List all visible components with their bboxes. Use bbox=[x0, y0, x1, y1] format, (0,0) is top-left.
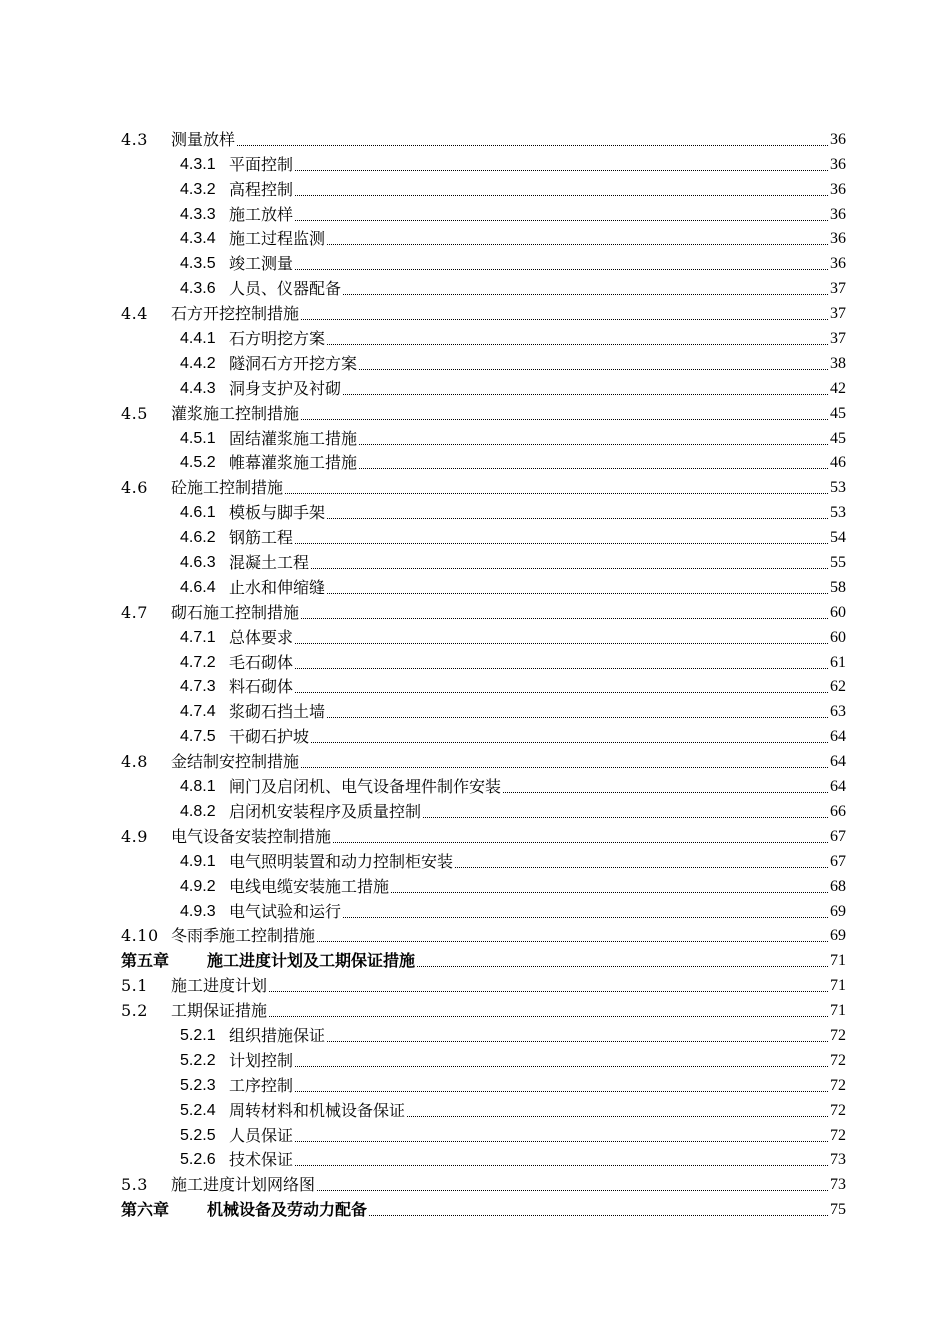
toc-entry-number: 4.8.1 bbox=[180, 778, 216, 796]
toc-entry-number: 5.3 bbox=[121, 1175, 148, 1195]
toc-entry-page-number: 64 bbox=[830, 778, 846, 796]
dot-leader bbox=[343, 293, 828, 295]
toc-entry-number: 4.3.6 bbox=[180, 280, 216, 298]
toc-entry-title: 电气照明装置和动力控制柜安装 bbox=[229, 851, 454, 871]
toc-entry-number: 4.4.3 bbox=[180, 379, 216, 397]
toc-entry-page-number: 63 bbox=[830, 703, 846, 721]
toc-entry[interactable] bbox=[121, 697, 846, 722]
toc-entry-page-number: 55 bbox=[830, 554, 846, 572]
toc-entry-number: 4.7.3 bbox=[180, 678, 216, 696]
toc-entry-title: 固结灌浆施工措施 bbox=[229, 428, 358, 448]
toc-entry-page-number: 66 bbox=[830, 802, 846, 820]
toc-entry[interactable] bbox=[121, 847, 846, 872]
toc-entry-title: 料石砌体 bbox=[229, 677, 294, 697]
toc-entry[interactable] bbox=[121, 1146, 846, 1171]
toc-entry-title: 工期保证措施 bbox=[171, 1001, 268, 1021]
toc-entry-title: 混凝土工程 bbox=[229, 553, 310, 573]
dot-leader bbox=[311, 567, 828, 569]
toc-entry-title: 施工进度计划及工期保证措施 bbox=[207, 951, 416, 971]
toc-entry-number: 4.6.1 bbox=[180, 504, 216, 522]
toc-entry-number: 第五章 bbox=[121, 951, 170, 971]
toc-chapter-entry[interactable] bbox=[121, 1195, 846, 1220]
toc-entry[interactable] bbox=[121, 150, 846, 175]
toc-entry-title: 砼施工控制措施 bbox=[171, 478, 284, 498]
toc-entry-number: 4.3.2 bbox=[180, 180, 216, 198]
toc-entry-number: 第六章 bbox=[121, 1200, 170, 1220]
dot-leader bbox=[311, 741, 828, 743]
dot-leader bbox=[295, 1090, 828, 1092]
toc-entry-title: 机械设备及劳动力配备 bbox=[207, 1200, 368, 1220]
dot-leader bbox=[295, 542, 828, 544]
toc-entry-page-number: 72 bbox=[830, 1076, 846, 1094]
toc-entry-title: 人员保证 bbox=[229, 1125, 294, 1145]
toc-entry-number: 4.6.4 bbox=[180, 578, 216, 596]
toc-entry[interactable] bbox=[121, 747, 846, 772]
toc-entry-page-number: 72 bbox=[830, 1101, 846, 1119]
dot-leader bbox=[295, 169, 828, 171]
toc-entry-page-number: 36 bbox=[830, 130, 846, 148]
toc-entry-title: 帷幕灌浆施工措施 bbox=[229, 453, 358, 473]
toc-entry-page-number: 75 bbox=[830, 1201, 846, 1219]
toc-entry[interactable] bbox=[121, 175, 846, 200]
dot-leader bbox=[343, 393, 828, 395]
dot-leader bbox=[327, 1040, 828, 1042]
dot-leader bbox=[503, 791, 828, 793]
dot-leader bbox=[295, 268, 828, 270]
dot-leader bbox=[295, 1065, 828, 1067]
toc-entry-number: 4.6 bbox=[121, 478, 148, 498]
toc-entry-title: 冬雨季施工控制措施 bbox=[171, 926, 316, 946]
dot-leader bbox=[359, 368, 828, 370]
toc-entry[interactable] bbox=[121, 897, 846, 922]
toc-entry-number: 5.2.6 bbox=[180, 1151, 216, 1169]
toc-entry-number: 5.1 bbox=[121, 976, 148, 996]
toc-entry[interactable] bbox=[121, 648, 846, 673]
dot-leader bbox=[269, 990, 828, 992]
dot-leader bbox=[417, 965, 828, 967]
toc-entry-page-number: 37 bbox=[830, 280, 846, 298]
dot-leader bbox=[391, 891, 828, 893]
toc-entry-page-number: 42 bbox=[830, 379, 846, 397]
toc-entry-title: 闸门及启闭机、电气设备埋件制作安装 bbox=[229, 777, 502, 797]
toc-entry[interactable] bbox=[121, 722, 846, 747]
toc-entry-page-number: 45 bbox=[830, 404, 846, 422]
toc-entry-number: 4.5 bbox=[121, 403, 148, 423]
toc-entry-title: 石方明挖方案 bbox=[229, 329, 326, 349]
dot-leader bbox=[295, 219, 828, 221]
toc-entry-page-number: 71 bbox=[830, 977, 846, 995]
toc-entry[interactable] bbox=[121, 473, 846, 498]
toc-entry-title: 平面控制 bbox=[229, 154, 294, 174]
toc-entry[interactable] bbox=[121, 274, 846, 299]
dot-leader bbox=[343, 916, 828, 918]
toc-entry-page-number: 36 bbox=[830, 255, 846, 273]
toc-entry-number: 4.5.1 bbox=[180, 429, 216, 447]
toc-entry[interactable] bbox=[121, 424, 846, 449]
toc-entry-page-number: 53 bbox=[830, 479, 846, 497]
toc-entry-number: 4.7.2 bbox=[180, 653, 216, 671]
toc-entry-page-number: 60 bbox=[830, 628, 846, 646]
toc-entry[interactable] bbox=[121, 772, 846, 797]
toc-entry[interactable] bbox=[121, 1121, 846, 1146]
toc-entry-number: 4.3.1 bbox=[180, 155, 216, 173]
dot-leader bbox=[301, 766, 828, 768]
toc-entry[interactable] bbox=[121, 1046, 846, 1071]
toc-entry-title: 施工过程监测 bbox=[229, 229, 326, 249]
toc-entry-title: 总体要求 bbox=[229, 627, 294, 647]
toc-entry-page-number: 64 bbox=[830, 728, 846, 746]
toc-entry-number: 4.4.2 bbox=[180, 354, 216, 372]
dot-leader bbox=[327, 517, 828, 519]
dot-leader bbox=[455, 866, 828, 868]
toc-entry-title: 组织措施保证 bbox=[229, 1025, 326, 1045]
toc-entry-title: 金结制安控制措施 bbox=[171, 752, 300, 772]
dot-leader bbox=[269, 1015, 828, 1017]
toc-entry-number: 4.3.4 bbox=[180, 230, 216, 248]
toc-entry-page-number: 64 bbox=[830, 753, 846, 771]
dot-leader bbox=[317, 1189, 828, 1191]
dot-leader bbox=[285, 492, 828, 494]
toc-entry-title: 洞身支护及衬砌 bbox=[229, 378, 342, 398]
toc-entry-title: 高程控制 bbox=[229, 179, 294, 199]
toc-entry-title: 钢筋工程 bbox=[229, 528, 294, 548]
toc-entry-title: 施工进度计划网络图 bbox=[171, 1175, 316, 1195]
toc-entry-page-number: 54 bbox=[830, 529, 846, 547]
toc-entry[interactable] bbox=[121, 598, 846, 623]
toc-entry-page-number: 73 bbox=[830, 1176, 846, 1194]
toc-entry-number: 4.3 bbox=[121, 129, 148, 149]
toc-entry-number: 4.9.2 bbox=[180, 877, 216, 895]
toc-entry-title: 周转材料和机械设备保证 bbox=[229, 1100, 406, 1120]
toc-entry-number: 4.7 bbox=[121, 602, 148, 622]
dot-leader bbox=[317, 940, 828, 942]
toc-entry-number: 4.3.3 bbox=[180, 205, 216, 223]
toc-entry-number: 4.9.1 bbox=[180, 852, 216, 870]
toc-entry-number: 4.3.5 bbox=[180, 255, 216, 273]
toc-entry-page-number: 37 bbox=[830, 330, 846, 348]
toc-entry-page-number: 61 bbox=[830, 653, 846, 671]
toc-entry-page-number: 37 bbox=[830, 305, 846, 323]
toc-entry-title: 人员、仪器配备 bbox=[229, 279, 342, 299]
dot-leader bbox=[301, 617, 828, 619]
toc-entry[interactable] bbox=[121, 399, 846, 424]
toc-entry-page-number: 45 bbox=[830, 429, 846, 447]
dot-leader bbox=[423, 816, 828, 818]
toc-entry-page-number: 53 bbox=[830, 504, 846, 522]
toc-entry-title: 隧洞石方开挖方案 bbox=[229, 353, 358, 373]
toc-entry-number: 4.6.3 bbox=[180, 554, 216, 572]
toc-entry-page-number: 67 bbox=[830, 852, 846, 870]
toc-entry-number: 4.9.3 bbox=[180, 902, 216, 920]
toc-entry-title: 毛石砌体 bbox=[229, 652, 294, 672]
toc-entry-title: 浆砌石挡土墙 bbox=[229, 702, 326, 722]
toc-entry[interactable] bbox=[121, 673, 846, 698]
toc-entry-page-number: 36 bbox=[830, 205, 846, 223]
dot-leader bbox=[327, 343, 828, 345]
toc-entry[interactable] bbox=[121, 996, 846, 1021]
toc-entry-title: 干砌石护坡 bbox=[229, 727, 310, 747]
toc-entry-number: 4.5.2 bbox=[180, 454, 216, 472]
toc-entry-page-number: 71 bbox=[830, 952, 846, 970]
dot-leader bbox=[295, 1164, 828, 1166]
toc-entry-title: 启闭机安装程序及质量控制 bbox=[229, 801, 422, 821]
toc-entry-page-number: 60 bbox=[830, 603, 846, 621]
toc-entry[interactable] bbox=[121, 623, 846, 648]
toc-entry[interactable] bbox=[121, 498, 846, 523]
toc-entry[interactable] bbox=[121, 125, 846, 150]
dot-leader bbox=[237, 144, 828, 146]
toc-entry-page-number: 36 bbox=[830, 230, 846, 248]
toc-entry-title: 电气设备安装控制措施 bbox=[171, 826, 332, 846]
toc-entry-page-number: 36 bbox=[830, 180, 846, 198]
toc-entry-number: 4.10 bbox=[121, 926, 159, 946]
toc-entry-title: 止水和伸缩缝 bbox=[229, 577, 326, 597]
toc-entry-number: 4.8.2 bbox=[180, 802, 216, 820]
dot-leader bbox=[333, 841, 828, 843]
toc-entry-number: 4.7.4 bbox=[180, 703, 216, 721]
toc-entry[interactable] bbox=[121, 225, 846, 250]
dot-leader bbox=[359, 467, 828, 469]
toc-entry-page-number: 62 bbox=[830, 678, 846, 696]
dot-leader bbox=[369, 1214, 828, 1216]
toc-entry-number: 4.6.2 bbox=[180, 529, 216, 547]
toc-entry-title: 计划控制 bbox=[229, 1050, 294, 1070]
toc-entry-page-number: 73 bbox=[830, 1151, 846, 1169]
toc-entry-title: 电气试验和运行 bbox=[229, 901, 342, 921]
toc-entry-title: 施工进度计划 bbox=[171, 976, 268, 996]
toc-entry[interactable] bbox=[121, 249, 846, 274]
toc-entry-number: 5.2.3 bbox=[180, 1076, 216, 1094]
toc-chapter-entry[interactable] bbox=[121, 946, 846, 971]
toc-entry-page-number: 71 bbox=[830, 1002, 846, 1020]
toc-entry[interactable] bbox=[121, 1021, 846, 1046]
toc-entry-page-number: 67 bbox=[830, 827, 846, 845]
dot-leader bbox=[295, 667, 828, 669]
toc-entry[interactable] bbox=[121, 1096, 846, 1121]
toc-entry-title: 模板与脚手架 bbox=[229, 503, 326, 523]
dot-leader bbox=[327, 716, 828, 718]
toc-entry[interactable] bbox=[121, 200, 846, 225]
toc-entry-number: 5.2.4 bbox=[180, 1101, 216, 1119]
toc-entry[interactable] bbox=[121, 971, 846, 996]
toc-entry-number: 4.7.1 bbox=[180, 628, 216, 646]
dot-leader bbox=[359, 443, 828, 445]
toc-entry-title: 施工放样 bbox=[229, 204, 294, 224]
toc-entry[interactable] bbox=[121, 1170, 846, 1195]
toc-entry[interactable] bbox=[121, 299, 846, 324]
dot-leader bbox=[327, 592, 828, 594]
toc-entry-number: 4.4.1 bbox=[180, 330, 216, 348]
toc-entry-page-number: 69 bbox=[830, 902, 846, 920]
toc-entry-title: 电线电缆安装施工措施 bbox=[229, 876, 390, 896]
dot-leader bbox=[295, 642, 828, 644]
toc-entry[interactable] bbox=[121, 449, 846, 474]
toc-entry-number: 5.2.5 bbox=[180, 1126, 216, 1144]
toc-entry-number: 4.7.5 bbox=[180, 728, 216, 746]
dot-leader bbox=[327, 243, 828, 245]
toc-entry[interactable] bbox=[121, 872, 846, 897]
toc-entry-number: 4.8 bbox=[121, 752, 148, 772]
toc-entry-page-number: 58 bbox=[830, 578, 846, 596]
toc-entry[interactable] bbox=[121, 523, 846, 548]
toc-entry-number: 5.2 bbox=[121, 1001, 148, 1021]
toc-entry-page-number: 38 bbox=[830, 354, 846, 372]
dot-leader bbox=[301, 318, 828, 320]
toc-entry-title: 技术保证 bbox=[229, 1150, 294, 1170]
toc-entry-number: 4.4 bbox=[121, 304, 148, 324]
toc-entry-page-number: 72 bbox=[830, 1051, 846, 1069]
dot-leader bbox=[295, 194, 828, 196]
dot-leader bbox=[295, 691, 828, 693]
toc-entry[interactable] bbox=[121, 1071, 846, 1096]
toc-entry-title: 工序控制 bbox=[229, 1075, 294, 1095]
toc-entry-number: 5.2.1 bbox=[180, 1026, 216, 1044]
toc-entry-title: 测量放样 bbox=[171, 129, 236, 149]
table-of-contents bbox=[121, 125, 846, 1220]
toc-entry[interactable] bbox=[121, 324, 846, 349]
dot-leader bbox=[295, 1140, 828, 1142]
toc-entry-page-number: 68 bbox=[830, 877, 846, 895]
toc-entry-page-number: 72 bbox=[830, 1026, 846, 1044]
dot-leader bbox=[407, 1115, 828, 1117]
toc-entry-number: 4.9 bbox=[121, 826, 148, 846]
toc-entry-page-number: 72 bbox=[830, 1126, 846, 1144]
toc-entry[interactable] bbox=[121, 349, 846, 374]
toc-entry-title: 竣工测量 bbox=[229, 254, 294, 274]
toc-entry-number: 5.2.2 bbox=[180, 1051, 216, 1069]
toc-entry[interactable] bbox=[121, 573, 846, 598]
toc-entry[interactable] bbox=[121, 797, 846, 822]
toc-entry[interactable] bbox=[121, 922, 846, 947]
toc-entry-page-number: 36 bbox=[830, 155, 846, 173]
toc-entry-title: 石方开挖控制措施 bbox=[171, 304, 300, 324]
dot-leader bbox=[301, 418, 828, 420]
toc-entry-page-number: 69 bbox=[830, 927, 846, 945]
toc-entry[interactable] bbox=[121, 822, 846, 847]
toc-entry[interactable] bbox=[121, 374, 846, 399]
toc-entry-title: 灌浆施工控制措施 bbox=[171, 403, 300, 423]
toc-entry[interactable] bbox=[121, 548, 846, 573]
toc-entry-title: 砌石施工控制措施 bbox=[171, 602, 300, 622]
toc-entry-page-number: 46 bbox=[830, 454, 846, 472]
